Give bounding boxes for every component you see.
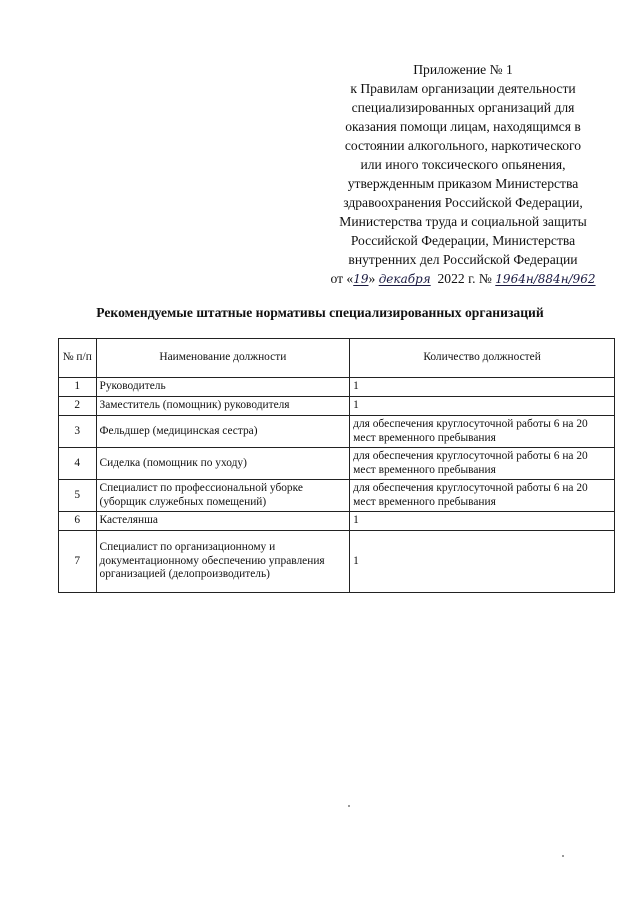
appendix-line: состоянии алкогольного, наркотического xyxy=(344,138,582,153)
order-number-handwritten: 1964н/884н/962 xyxy=(495,272,596,286)
row-count: для обеспечения круглосуточной работы 6 на 20 мест временного пребывания xyxy=(350,448,615,480)
row-count: 1 xyxy=(350,397,615,416)
row-position: Руководитель xyxy=(96,378,350,397)
appendix-line: Российской Федерации, Министерства xyxy=(350,233,576,248)
appendix-line: Министерства труда и социальной защиты xyxy=(339,214,587,229)
scan-speck xyxy=(562,855,564,857)
table-row xyxy=(59,512,615,531)
appendix-line: оказания помощи лицам, находящимся в xyxy=(345,119,581,134)
row-position: Фельдшер (медицинская сестра) xyxy=(96,416,350,448)
header-position-count: Количество должностей xyxy=(350,339,615,378)
row-number: 5 xyxy=(59,480,97,512)
row-count: 1 xyxy=(350,512,615,531)
appendix-line: или иного токсического опьянения, xyxy=(360,157,566,172)
row-number: 1 xyxy=(59,378,97,397)
row-number: 3 xyxy=(59,416,97,448)
row-count: 1 xyxy=(350,378,615,397)
order-prefix: от « xyxy=(330,271,354,286)
scan-speck xyxy=(348,805,350,807)
row-count: 1 xyxy=(350,531,615,593)
row-number: 7 xyxy=(59,531,97,593)
document-title: Рекомендуемые штатные нормативы специализированных организаций xyxy=(96,305,544,320)
row-count: для обеспечения круглосуточной работы 6 на 20 мест временного пребывания xyxy=(350,416,615,448)
table-row xyxy=(59,480,615,512)
row-position: Заместитель (помощник) руководителя xyxy=(96,397,350,416)
table-header-row xyxy=(59,339,615,378)
header-number: № п/п xyxy=(59,339,97,378)
order-date-line xyxy=(318,269,608,289)
row-position: Специалист по организационному и документационному обеспечению управления организацией (делопроизводитель) xyxy=(96,531,350,593)
header-position-name: Наименование должности xyxy=(96,339,350,378)
order-month-handwritten: декабря xyxy=(378,272,431,286)
row-position: Кастелянша xyxy=(96,512,350,531)
table-row xyxy=(59,378,615,397)
row-number: 4 xyxy=(59,448,97,480)
order-mid: » xyxy=(368,271,376,286)
row-position: Сиделка (помощник по уходу) xyxy=(96,448,350,480)
appendix-header xyxy=(318,60,608,289)
staffing-table xyxy=(58,338,615,593)
appendix-line: Приложение № 1 xyxy=(413,62,513,77)
appendix-line: здравоохранения Российской Федерации, xyxy=(343,195,583,210)
table-row xyxy=(59,448,615,480)
appendix-line: специализированных организаций для xyxy=(351,100,575,115)
table-row xyxy=(59,531,615,593)
table-row xyxy=(59,397,615,416)
row-number: 6 xyxy=(59,512,97,531)
order-year: 2022 г. № xyxy=(437,271,492,286)
row-number: 2 xyxy=(59,397,97,416)
appendix-line: утвержденным приказом Министерства xyxy=(347,176,579,191)
row-position: Специалист по профессиональной уборке (уборщик служебных помещений) xyxy=(96,480,350,512)
row-count: для обеспечения круглосуточной работы 6 на 20 мест временного пребывания xyxy=(350,480,615,512)
order-day-handwritten: 19 xyxy=(353,272,369,286)
appendix-line: к Правилам организации деятельности xyxy=(350,81,576,96)
appendix-line: внутренних дел Российской Федерации xyxy=(348,252,578,267)
table-row xyxy=(59,416,615,448)
